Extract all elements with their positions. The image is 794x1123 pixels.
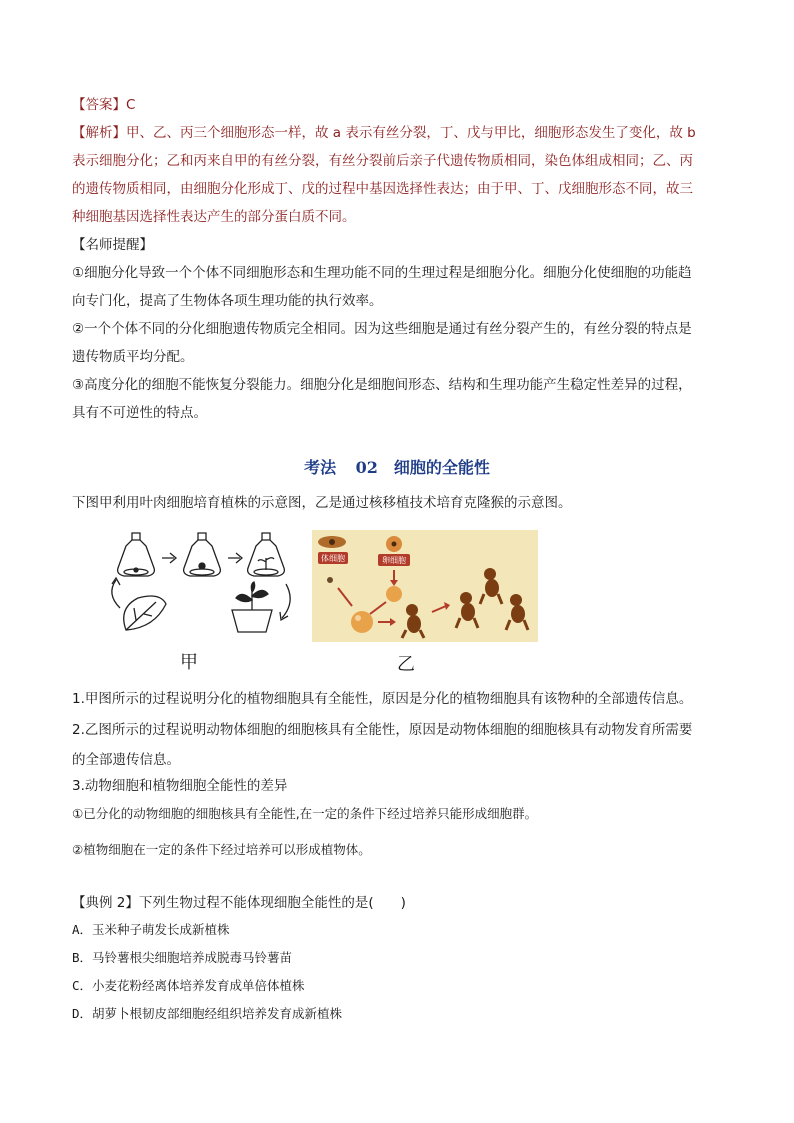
option-c: C．小麦花粉经离体培养发育成单倍体植株 (72, 978, 305, 993)
analysis-line-4: 种细胞基因选择性表达产生的部分蛋白质不同。 (72, 209, 356, 225)
fused-cell-icon (351, 611, 373, 633)
example-question: 【典例 2】下列生物过程不能体现细胞全能性的是( ) (72, 895, 406, 911)
answer-value: C (126, 97, 136, 113)
tips-line-1: ①细胞分化导致一个个体不同细胞形态和生理功能不同的生理过程是细胞分化。细胞分化使细胞的功能趋 (72, 265, 692, 281)
figure-b-caption: 乙 (397, 654, 415, 675)
potted-plant-icon (232, 582, 272, 632)
tips-line-5: ③高度分化的细胞不能恢复分裂能力。细胞分化是细胞间形态、结构和生理功能产生稳定性差异的过程， (72, 377, 692, 393)
point-3-animal: ①已分化的动物细胞的细胞核具有全能性,在一定的条件下经过培养只能形成细胞群。 (72, 806, 538, 821)
tips-heading: 【名师提醒】 (72, 237, 153, 253)
tips-line-6: 具有不可逆性的特点。 (72, 405, 207, 421)
option-a: A．玉米种子萌发长成新植株 (72, 922, 230, 937)
nucleus-icon (327, 577, 333, 583)
point-3-heading: 3.动物细胞和植物细胞全能性的差异 (72, 778, 288, 794)
figure-plant-culture (104, 528, 294, 640)
tips-line-4: 遗传物质平均分配。 (72, 349, 194, 365)
enucleated-egg-icon (386, 586, 402, 602)
curved-arrow-icon (282, 584, 290, 618)
analysis-line-2: 表示细胞分化；乙和丙来自甲的有丝分裂，有丝分裂前后亲子代遗传物质相同，染色体组成相同；乙、丙 (72, 153, 693, 169)
flask-icon (118, 533, 155, 576)
tips-line-3: ②一个个体不同的分化细胞遗传物质完全相同。因为这些细胞是通过有丝分裂产生的，有丝分裂的特点是 (72, 321, 692, 337)
answer-label: 【答案】 (72, 97, 126, 113)
figure-a-caption: 甲 (180, 652, 198, 673)
point-2: 2.乙图所示的过程说明动物体细胞的细胞核具有全能性，原因是动物体细胞的细胞核具有动物发育所需要 (72, 722, 693, 738)
arrow-icon (228, 553, 242, 563)
analysis-line-1: 【解析】甲、乙、丙三个细胞形态一样，故 a 表示有丝分裂，丁、戊与甲比，细胞形态发生了变化，故 b (72, 125, 696, 141)
flask-icon (248, 533, 285, 576)
point-3-plant: ②植物细胞在一定的条件下经过培养可以形成植物体。 (72, 842, 371, 857)
point-1: 1.甲图所示的过程说明分化的植物细胞具有全能性，原因是分化的植物细胞具有该物种的全部遗传信息。 (72, 691, 693, 707)
tips-line-2: 向专门化，提高了生物体各项生理功能的执行效率。 (72, 293, 383, 309)
point-2-cont: 的全部遗传信息。 (72, 752, 180, 768)
label-egg-cell: 卵细胞 (382, 556, 406, 565)
analysis-line-3: 的遗传物质相同，由细胞分化形成丁、戊的过程中基因选择性表达；由于甲、丁、戊细胞形态不同，故三 (72, 181, 693, 197)
section-title: 考法 02 细胞的全能性 (304, 458, 490, 477)
intro-text: 下图甲利用叶肉细胞培育植株的示意图，乙是通过核移植技术培育克隆猴的示意图。 (72, 495, 572, 511)
arrow-icon (162, 553, 176, 563)
flask-icon (184, 533, 221, 576)
answer-line (72, 95, 135, 115)
option-d: D．胡萝卜根韧皮部细胞经组织培养发育成新植株 (72, 1006, 343, 1021)
leaf-icon (124, 596, 166, 630)
figure-cloned-monkey (312, 530, 538, 642)
option-b: B．马铃薯根尖细胞培养成脱毒马铃薯苗 (72, 950, 293, 965)
label-body-cell: 体细胞 (321, 554, 345, 563)
curved-arrow-icon (112, 580, 120, 608)
